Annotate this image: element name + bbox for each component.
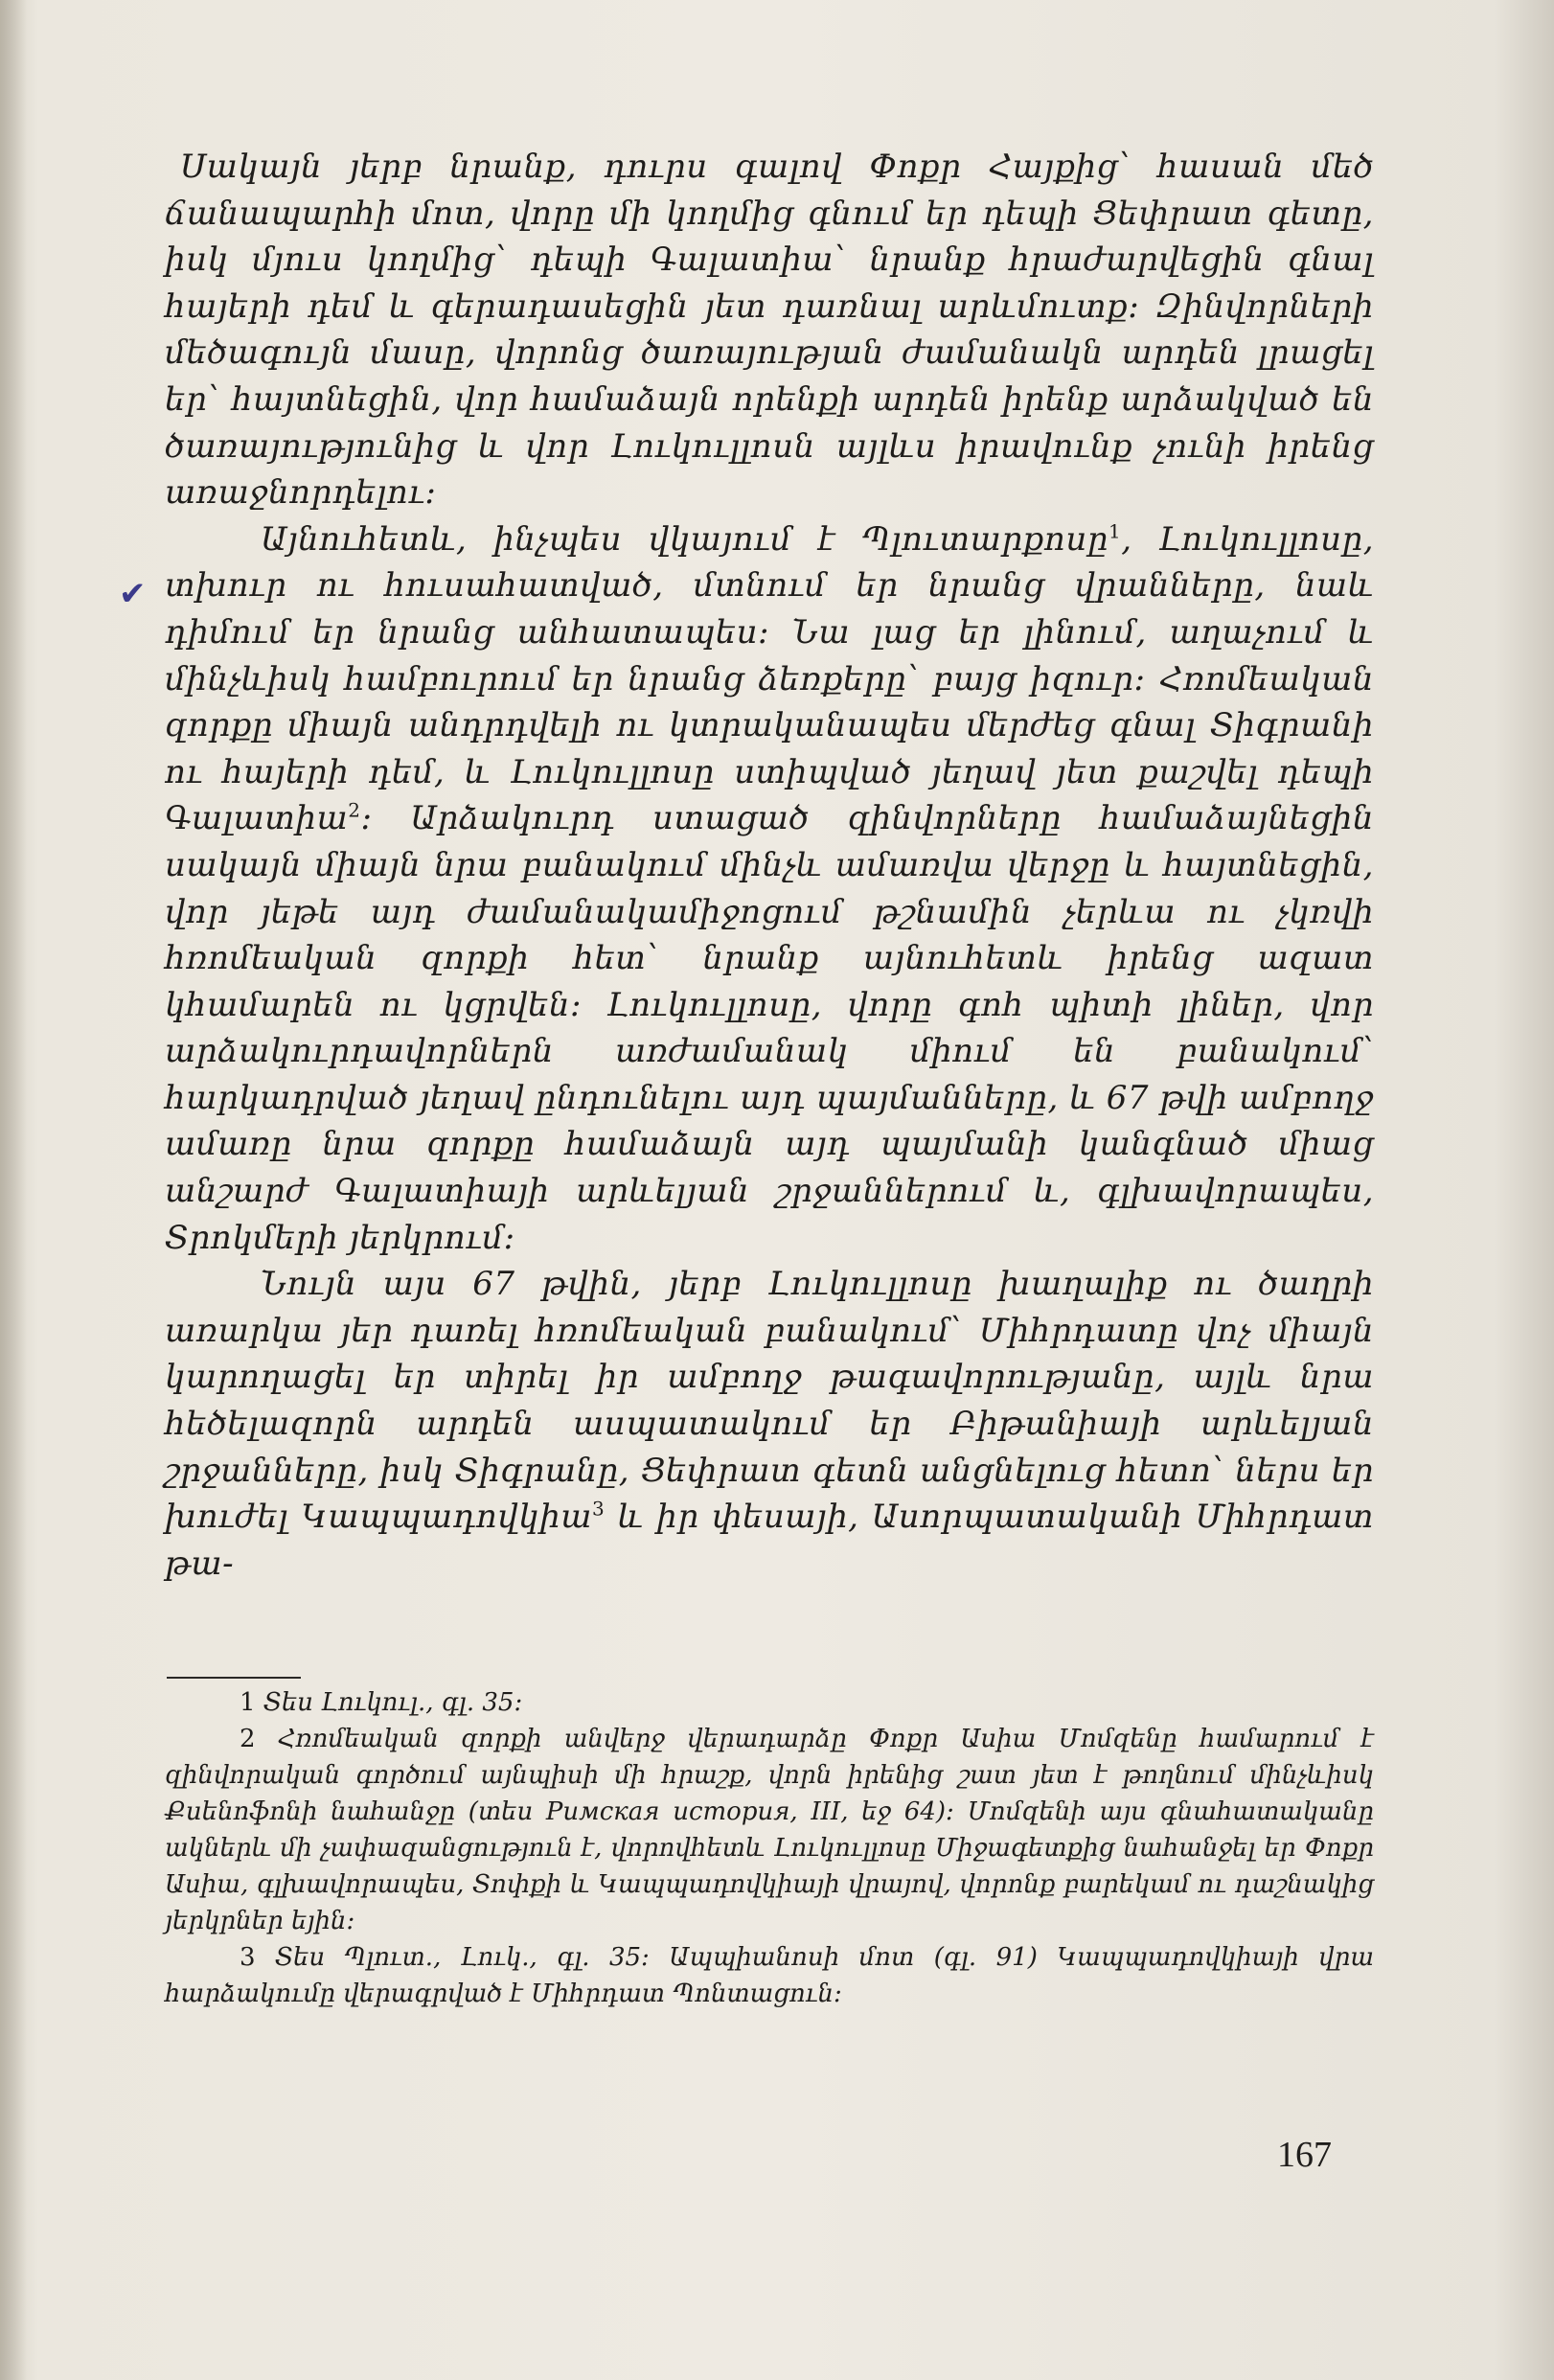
paragraph-3-text: Նույն այս 67 թվին, յերբ Լուկուլլոսը խաղալիք ու ծաղրի առարկա յեր դառել հռոմեական բանակում՝ Միհրդատը վոչ միայն կարողացել եր տիրել իր ամբողջ թագավորությանը, այլև նրա հեծելազորն արդեն ասպատակում եր Բիթանիայի արևելյան շրջանները, իսկ Տիգրանը, Ցեփրատ գետն անցնելուց հետո՝ ներս եր խուժել Կապպադովկիա bbox=[165, 1265, 1374, 1537]
footnote-2 bbox=[165, 1721, 1374, 1939]
paragraph-3 bbox=[165, 1261, 1374, 1587]
paragraph-1-text: Սակայն յերբ նրանք, դուրս գալով Փոքր Հայքից՝ հասան մեծ ճանապարհի մոտ, վորը մի կողմից գնում եր դեպի Ցեփրատ գետը, իսկ մյուս կողմից՝ դեպի Գալատիա՝ նրանք հրաժարվեցին գնալ հայերի դեմ և գերադասեցին յետ դառնալ արևմուտք։ Զինվորների մեծագույն մասը, վորոնց ծառայության ժամանակն արդեն լրացել եր՝ հայտնեցին, վոր համաձայն որենքի արդեն իրենք արձակված են ծառայությունից և վոր Լուկուլլոսն այլևս իրավունք չունի իրենց առաջնորդելու։ bbox=[165, 148, 1374, 513]
footnote-1-text: Տես Լուկուլ., գլ. 35։ bbox=[263, 1688, 523, 1717]
paragraph-2-text-end: ։ Արձակուրդ ստացած զինվորները համաձայնեցին սակայն միայն նրա բանակում մինչև ամառվա վերջը և հայտնեցին, վոր յեթե այդ ժամանակամիջոցում թշնամին չերևա ու չկռվի հռոմեական զորքի հետ՝ նրանք այնուհետև իրենց ազատ կհամարեն ու կցրվեն։ Լուկուլլոսը, վորը գոհ պիտի լիներ, վոր արձակուրդավորներն առժամանակ միում են բանակում՝ հարկադրված յեղավ ընդունելու այդ պայմանները, և 67 թվի ամբողջ ամառը նրա զորքը համաձայն այդ պայմանի կանգնած միաց անշարժ Գալատիայի արևելյան շրջաններում և, գլխավորապես, Տրոկմերի յերկրում։ bbox=[165, 799, 1374, 1257]
margin-checkmark: ✔ bbox=[119, 575, 147, 613]
page-number: 167 bbox=[1277, 2135, 1332, 2175]
footnote-ref-3: 3 bbox=[592, 1497, 606, 1521]
footnote-ref-1: 1 bbox=[1108, 519, 1122, 543]
paragraph-3-text-cont: և իր փեսայի, Ասորպատականի Միհրդատ թա- bbox=[165, 1498, 1374, 1583]
footnote-2-number: 2 bbox=[240, 1725, 256, 1753]
footnotes bbox=[165, 1684, 1374, 2012]
footnote-1-number: 1 bbox=[240, 1688, 256, 1717]
footnote-1 bbox=[165, 1684, 1374, 1721]
paragraph-2-text-cont: , Լուկուլլոսը, տխուր ու հուսահատված, մտնում եր նրանց վրանները, նաև դիմում եր նրանց անհատապես։ Նա լաց եր լինում, աղաչում և մինչևիսկ համբուրում եր նրանց ձեռքերը՝ բայց իզուր։ Հռոմեական զորքը միայն անդրդվելի ու կտրականապես մերժեց գնալ Տիգրանի ու հայերի դեմ, և Լուկուլլոսը ստիպված յեղավ յետ քաշվել դեպի Գալատիա bbox=[165, 519, 1374, 838]
paragraph-2-text: Այնուհետև, ինչպես վկայում է Պլուտարքոսը bbox=[261, 519, 1108, 559]
footnote-3-text: Տես Պլուտ., Լուկ., գլ. 35։ Ապպիանոսի մոտ (գլ. 91) Կապպադովկիայի վրա հարձակումը վերագրված է Միհրդատ Պոնտացուն։ bbox=[165, 1943, 1375, 2008]
main-text bbox=[165, 144, 1374, 1587]
footnote-2-text: Հռոմեական զորքի անվերջ վերադարձը Փոքր Ասիա Մոմզենը համարում է զինվորական գործում այնպիսի մի հրաշք, վորն իրենից շատ յետ է թողնում մինչևիսկ Քսենոֆոնի նահանջը (տես Римская история, III, եջ 64)։ Մոմզենի այս գնահատականը ակներև մի չափազանցություն է, վորովհետև Լուկուլլոսը Միջագետքից նահանջել եր Փոքր Ասիա, գլխավորապես, Տոփքի և Կապպադովկիայի վրայով, վորոնք բարեկամ ու դաշնակից յերկրներ եյին։ bbox=[165, 1725, 1375, 1935]
footnote-divider bbox=[167, 1677, 301, 1679]
footnote-3 bbox=[165, 1939, 1374, 2012]
footnote-3-number: 3 bbox=[240, 1943, 256, 1972]
paragraph-2 bbox=[165, 516, 1374, 1262]
paragraph-1 bbox=[165, 144, 1374, 516]
footnote-ref-2: 2 bbox=[348, 798, 361, 822]
